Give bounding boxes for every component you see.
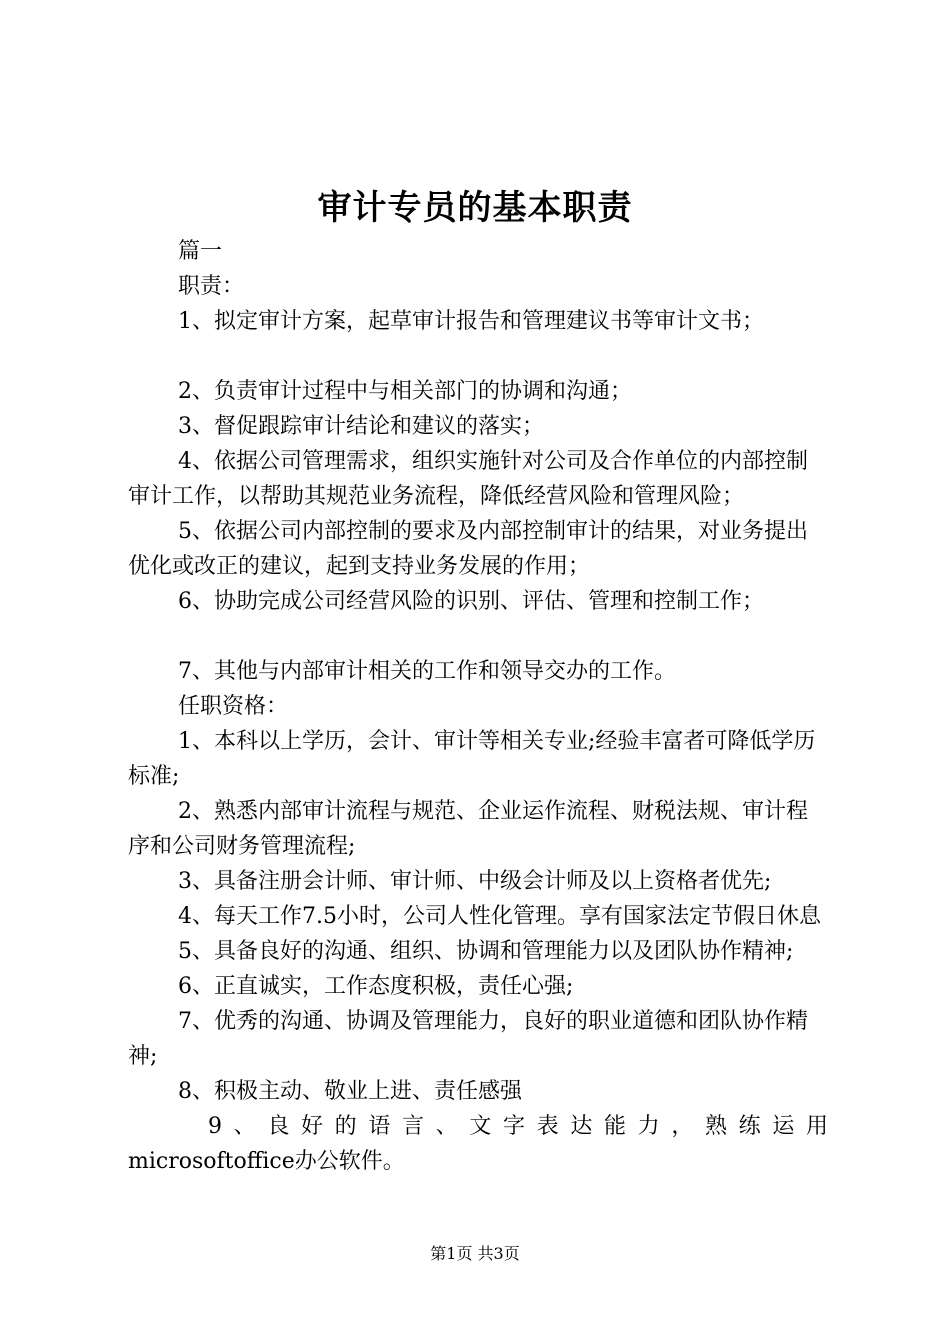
- duty-item: 1、拟定审计方案，起草审计报告和管理建议书等审计文书；: [178, 309, 764, 334]
- page-footer: 第1页 共3页: [430, 1244, 520, 1263]
- qualification-item: 1、本科以上学历，会计、审计等相关专业;经验丰富者可降低学历标准;: [128, 729, 816, 789]
- duty-item: 3、督促跟踪审计结论和建议的落实；: [178, 414, 544, 439]
- duty-item: 7、其他与内部审计相关的工作和领导交办的工作。: [178, 659, 676, 684]
- qualification-item: 8、积极主动、敬业上进、责任感强: [178, 1079, 522, 1104]
- qualification-item-9-line1: 9、良好的语言、文字表达能力，熟练运用: [208, 1114, 828, 1139]
- duty-item: 4、依据公司管理需求，组织实施针对公司及合作单位的内部控制审计工作，以帮助其规范业务流程，降低经营风险和管理风险；: [128, 449, 808, 509]
- duties-heading: 职责：: [178, 274, 245, 299]
- document-title: 审计专员的基本职责: [317, 188, 633, 228]
- duty-item: 6、协助完成公司经营风险的识别、评估、管理和控制工作；: [178, 589, 764, 614]
- qualification-item: 7、优秀的沟通、协调及管理能力，良好的职业道德和团队协作精神;: [128, 1009, 808, 1069]
- document-body: [128, 234, 828, 1179]
- qualification-item: 6、正直诚实，工作态度积极，责任心强;: [178, 974, 574, 999]
- duty-item: 2、负责审计过程中与相关部门的协调和沟通；: [178, 379, 632, 404]
- qualification-item: 5、具备良好的沟通、组织、协调和管理能力以及团队协作精神;: [178, 939, 794, 964]
- qualification-item: 2、熟悉内部审计流程与规范、企业运作流程、财税法规、审计程序和公司财务管理流程;: [128, 799, 808, 859]
- qualification-item: 4、每天工作7.5小时，公司人性化管理。享有国家法定节假日休息: [178, 904, 821, 929]
- blank-line: [128, 339, 828, 374]
- qualifications-heading: 任职资格：: [178, 694, 289, 719]
- qualification-item: 3、具备注册会计师、审计师、中级会计师及以上资格者优先;: [178, 869, 772, 894]
- qualification-item-9-line2: microsoftoffice办公软件。: [128, 1149, 405, 1174]
- section-label: 篇一: [178, 239, 223, 264]
- duty-item: 5、依据公司内部控制的要求及内部控制审计的结果，对业务提出优化或改正的建议，起到支持业务发展的作用；: [128, 519, 808, 579]
- blank-line: [128, 619, 828, 654]
